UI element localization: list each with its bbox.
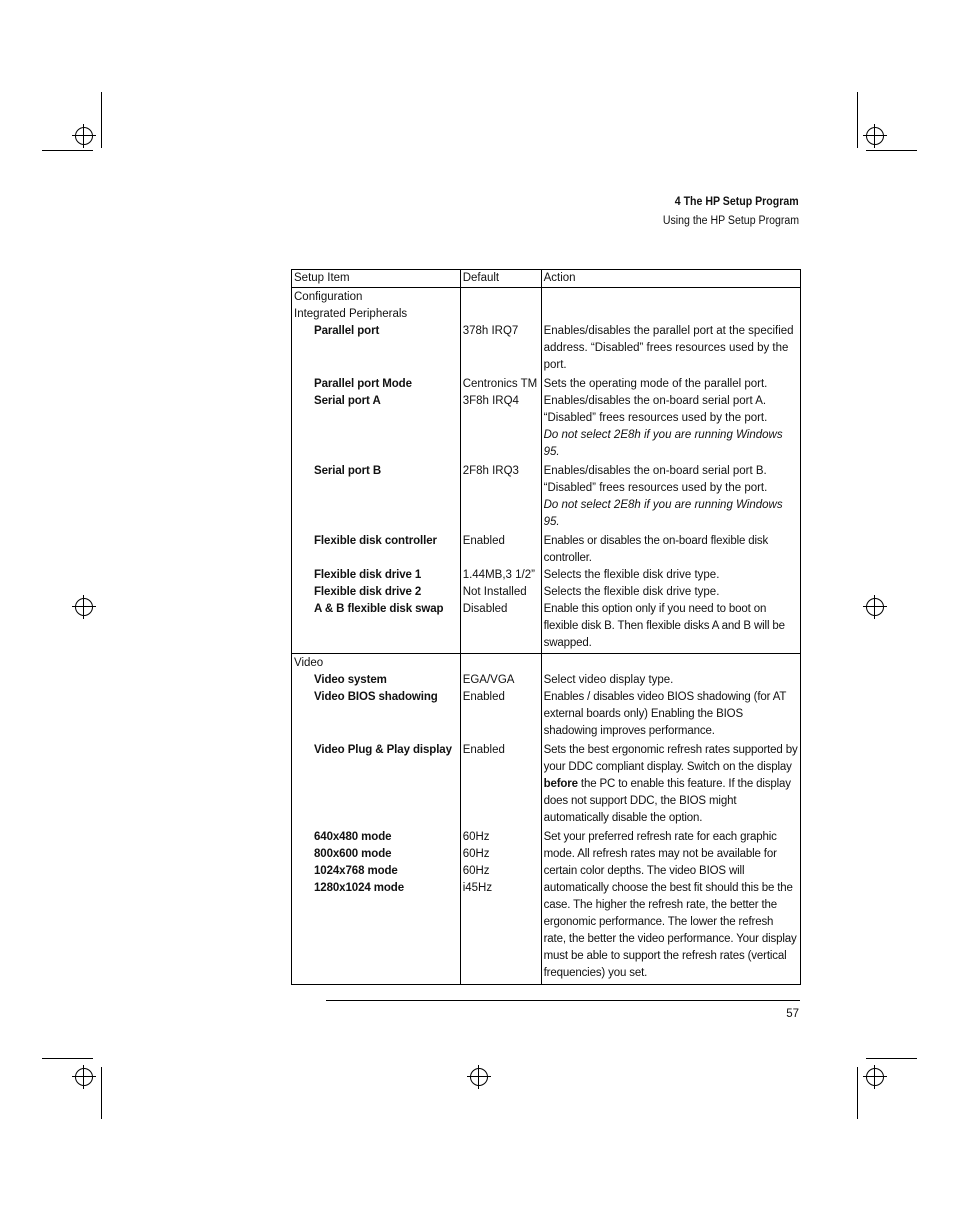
default-value: 3F8h IRQ4 bbox=[460, 393, 541, 463]
default-value: 60Hz bbox=[462, 865, 490, 877]
action-text: Enables/disables the on-board serial port B. “Disabled” frees resources used by the port. bbox=[543, 465, 768, 494]
action-cell bbox=[541, 463, 800, 533]
default-value: 60Hz bbox=[462, 831, 490, 843]
action-text: Enables / disables video BIOS shadowing (for AT external boards only) Enabling the BIOS shadowing improves performance. bbox=[541, 689, 800, 742]
action-text: Enables/disables the on-board serial port A. “Disabled” frees resources used by the port. bbox=[543, 395, 768, 424]
table-row bbox=[292, 601, 801, 654]
setup-item: Parallel port bbox=[292, 323, 461, 376]
table-row bbox=[292, 376, 801, 393]
table-row bbox=[292, 393, 801, 463]
action-text: Enables or disables the on-board flexible disk controller. bbox=[541, 533, 800, 567]
default-value: 378h IRQ7 bbox=[460, 323, 541, 376]
setup-item: Parallel port Mode bbox=[292, 376, 461, 393]
section-title-configuration: Configuration bbox=[292, 288, 461, 307]
action-cell bbox=[541, 742, 800, 829]
default-value: Enabled bbox=[460, 689, 541, 742]
action-text: Set your preferred refresh rate for each graphic mode. All refresh rates may not be available for certain color depths. The video BIOS will automatically choose the best fit should this be the case. The higher the refresh rate, the better the ergonomic performance. The lower the refresh rate, the better the video performance. Your display must be able to support the refresh rates (vertical frequencies) you set. bbox=[541, 829, 800, 985]
registration-mark-icon bbox=[467, 1065, 491, 1089]
action-text: the PC to enable this feature. If the display does not support DDC, the BIOS might automatically disable the option. bbox=[543, 778, 791, 824]
default-value: EGA/VGA bbox=[460, 672, 541, 689]
setup-item: Serial port A bbox=[292, 393, 461, 463]
action-text: Enables/disables the parallel port at the specified address. “Disabled” frees resources used by the port. bbox=[541, 323, 800, 376]
subsection-title: Integrated Peripherals bbox=[292, 306, 461, 323]
default-value: 60Hz bbox=[462, 848, 490, 860]
registration-mark-icon bbox=[72, 595, 96, 619]
table-row bbox=[292, 306, 801, 323]
table-header-row bbox=[292, 270, 801, 288]
default-value: Centronics TM bbox=[460, 376, 541, 393]
table-row bbox=[292, 584, 801, 601]
page-number: 57 bbox=[786, 1008, 799, 1020]
crop-mark bbox=[42, 1058, 93, 1059]
default-value: 1.44MB,3 1/2” bbox=[460, 567, 541, 584]
action-text: Sets the operating mode of the parallel port. bbox=[541, 376, 800, 393]
action-text: Select video display type. bbox=[541, 672, 800, 689]
registration-mark-icon bbox=[863, 595, 887, 619]
default-value: Enabled bbox=[460, 742, 541, 829]
table-row bbox=[292, 567, 801, 584]
action-note: Do not select 2E8h if you are running Windows 95. bbox=[543, 499, 783, 528]
setup-item: Flexible disk drive 1 bbox=[292, 567, 461, 584]
table-row bbox=[292, 689, 801, 742]
mode-list bbox=[292, 829, 461, 985]
section-heading: Using the HP Setup Program bbox=[662, 215, 799, 227]
table-row bbox=[292, 829, 801, 985]
action-note: Do not select 2E8h if you are running Windows 95. bbox=[543, 429, 783, 458]
registration-mark-icon bbox=[72, 124, 96, 148]
setup-item: Video BIOS shadowing bbox=[292, 689, 461, 742]
default-value: Not Installed bbox=[460, 584, 541, 601]
setup-item: 1024x768 mode bbox=[314, 865, 398, 877]
setup-item: Video system bbox=[292, 672, 461, 689]
default-value: Enabled bbox=[460, 533, 541, 567]
crop-mark bbox=[866, 150, 917, 151]
crop-mark bbox=[857, 92, 858, 148]
setup-item: A & B flexible disk swap bbox=[292, 601, 461, 654]
mode-defaults bbox=[460, 829, 541, 985]
default-value: Disabled bbox=[460, 601, 541, 654]
setup-item: Video Plug & Play display bbox=[292, 742, 461, 829]
crop-mark bbox=[101, 92, 102, 148]
setup-table bbox=[291, 269, 801, 985]
table-row bbox=[292, 288, 801, 307]
column-header-setup-item: Setup Item bbox=[292, 270, 461, 288]
section-title-video: Video bbox=[292, 654, 461, 673]
setup-item: 1280x1024 mode bbox=[314, 882, 405, 894]
action-emphasis: before bbox=[543, 778, 578, 790]
crop-mark bbox=[42, 150, 93, 151]
table-row bbox=[292, 323, 801, 376]
table-row bbox=[292, 463, 801, 533]
registration-mark-icon bbox=[863, 124, 887, 148]
setup-item: Serial port B bbox=[292, 463, 461, 533]
crop-mark bbox=[101, 1067, 102, 1119]
table-row bbox=[292, 654, 801, 673]
table-row bbox=[292, 672, 801, 689]
setup-item: Flexible disk drive 2 bbox=[292, 584, 461, 601]
table-row bbox=[292, 533, 801, 567]
crop-mark bbox=[866, 1058, 917, 1059]
footer-rule bbox=[326, 1000, 800, 1001]
crop-mark bbox=[857, 1067, 858, 1119]
action-text: Sets the best ergonomic refresh rates supported by your DDC compliant display. Switch on the display bbox=[543, 744, 798, 773]
default-value: 2F8h IRQ3 bbox=[460, 463, 541, 533]
setup-item: 800x600 mode bbox=[314, 848, 392, 860]
column-header-action: Action bbox=[541, 270, 800, 288]
setup-item: Flexible disk controller bbox=[292, 533, 461, 567]
setup-item: 640x480 mode bbox=[314, 831, 392, 843]
registration-mark-icon bbox=[72, 1065, 96, 1089]
default-value: i45Hz bbox=[462, 882, 493, 894]
column-header-default: Default bbox=[460, 270, 541, 288]
action-text: Selects the flexible disk drive type. bbox=[541, 567, 800, 584]
action-cell bbox=[541, 393, 800, 463]
action-text: Enable this option only if you need to boot on flexible disk B. Then flexible disks A and B will be swapped. bbox=[541, 601, 800, 654]
table-row bbox=[292, 742, 801, 829]
chapter-heading: 4 The HP Setup Program bbox=[675, 196, 799, 208]
action-text: Selects the flexible disk drive type. bbox=[541, 584, 800, 601]
registration-mark-icon bbox=[863, 1065, 887, 1089]
